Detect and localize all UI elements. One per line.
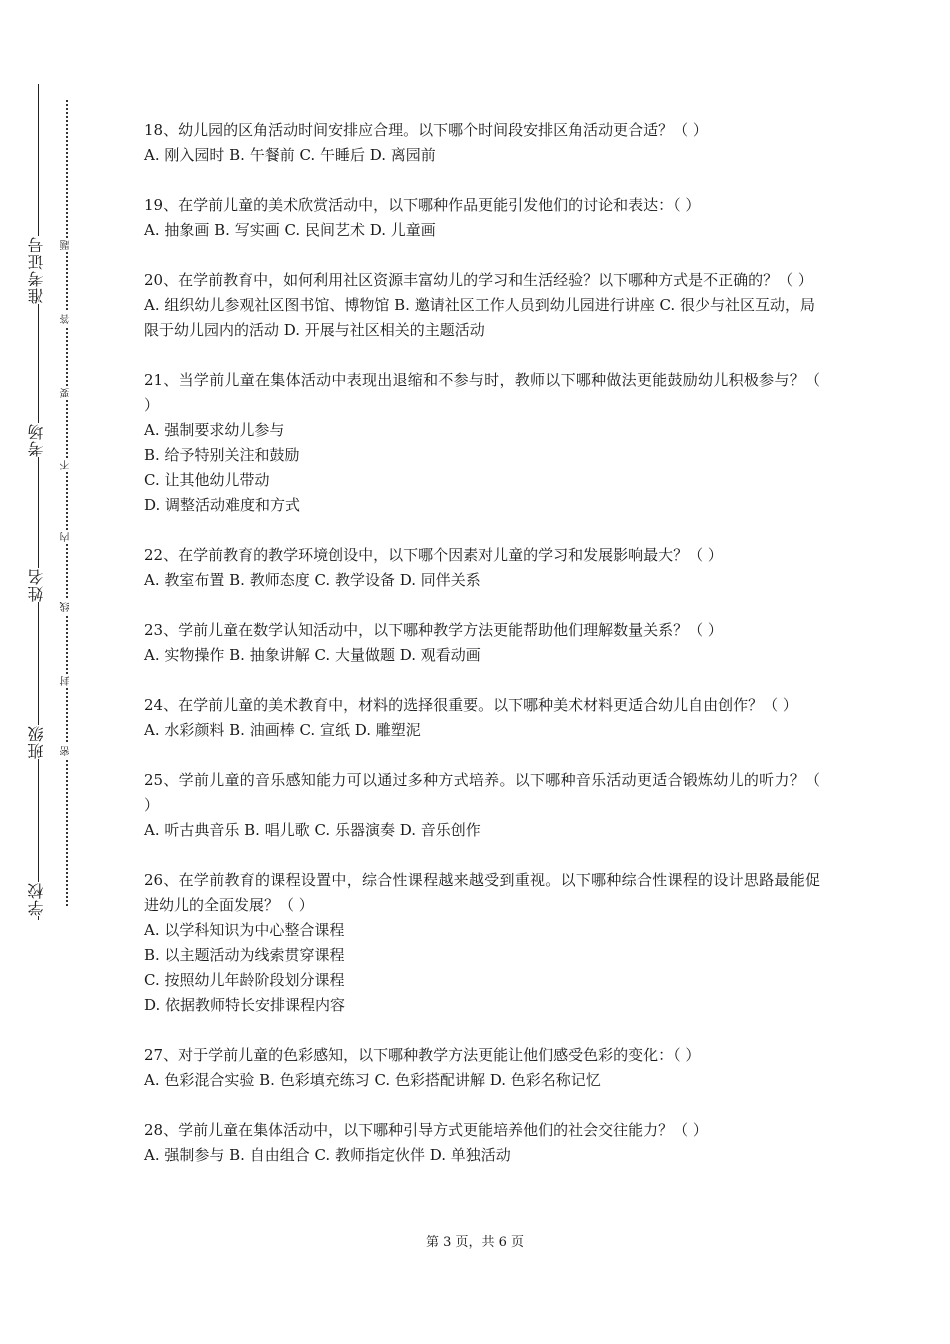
- question-text: 23、学前儿童在数学认知活动中，以下哪种教学方法更能帮助他们理解数量关系？（ ）: [144, 621, 723, 639]
- question-19: [144, 193, 820, 243]
- question-22: [144, 543, 820, 593]
- seal-char: 要: [58, 386, 76, 400]
- binding-solid-line: [38, 84, 39, 920]
- option-a: A. 以学科知识为中心整合课程: [144, 921, 345, 939]
- field-school: 学校: [22, 882, 52, 916]
- question-options: [144, 718, 820, 743]
- field-name: 姓名: [22, 568, 52, 602]
- field-class: 班级: [22, 725, 52, 759]
- question-options: [144, 218, 820, 243]
- question-text: 22、在学前教育的教学环境创设中，以下哪个因素对儿童的学习和发展影响最大？（ ）: [144, 546, 723, 564]
- question-options: [144, 568, 820, 593]
- option-line: A. 水彩颜料 B. 油画棒 C. 宣纸 D. 雕塑泥: [144, 721, 421, 739]
- option-line: A. 实物操作 B. 抽象讲解 C. 大量做题 D. 观看动画: [144, 646, 481, 664]
- seal-char: 线: [58, 600, 76, 614]
- question-text: 18、幼儿园的区角活动时间安排应合理。以下哪个时间段安排区角活动更合适？（ ）: [144, 121, 708, 139]
- option-d: D. 依据教师特长安排课程内容: [144, 996, 346, 1014]
- option-line: A. 教室布置 B. 教师态度 C. 教学设备 D. 同伴关系: [144, 571, 481, 589]
- question-28: [144, 1118, 820, 1168]
- option-b: B. 给予特别关注和鼓励: [144, 446, 300, 464]
- question-text: 19、在学前儿童的美术欣赏活动中，以下哪种作品更能引发他们的讨论和表达：（ ）: [144, 196, 701, 214]
- question-text: 28、学前儿童在集体活动中，以下哪种引导方式更能培养他们的社会交往能力？（ ）: [144, 1121, 708, 1139]
- option-b: B. 以主题活动为线索贯穿课程: [144, 946, 345, 964]
- question-text: 24、在学前儿童的美术教育中，材料的选择很重要。以下哪种美术材料更适合幼儿自由创作？（ ）: [144, 696, 798, 714]
- question-options: [144, 918, 820, 1018]
- question-options: [144, 293, 820, 343]
- question-21: [144, 368, 820, 518]
- option-c: C. 让其他幼儿带动: [144, 471, 270, 489]
- option-c: C. 按照幼儿年龄阶段划分课程: [144, 971, 345, 989]
- question-options: [144, 818, 820, 843]
- seal-char: 密: [58, 744, 76, 758]
- question-options: [144, 418, 820, 518]
- question-text: 25、学前儿童的音乐感知能力可以通过多种方式培养。以下哪种音乐活动更适合锻炼幼儿的听力？（ ）: [144, 771, 820, 814]
- question-18: [144, 118, 820, 168]
- question-27: [144, 1043, 820, 1093]
- option-line: A. 组织幼儿参观社区图书馆、博物馆 B. 邀请社区工作人员到幼儿园进行讲座 C. 很少与社区互动，局限于幼儿园内的活动 D. 开展与社区相关的主题活动: [144, 296, 815, 339]
- question-26: [144, 868, 820, 1018]
- seal-char: 答: [58, 312, 76, 326]
- question-text: 27、对于学前儿童的色彩感知，以下哪种教学方法更能让他们感受色彩的变化：（ ）: [144, 1046, 701, 1064]
- question-24: [144, 693, 820, 743]
- page-number: 第 3 页，共 6 页: [425, 1235, 525, 1250]
- option-line: A. 强制参与 B. 自由组合 C. 教师指定伙伴 D. 单独活动: [144, 1146, 511, 1164]
- question-options: [144, 143, 820, 168]
- question-list: [144, 118, 820, 1193]
- question-text: 26、在学前教育的课程设置中，综合性课程越来越受到重视。以下哪种综合性课程的设计思路最能促进幼儿的全面发展？（ ）: [144, 871, 820, 914]
- seal-char: 题: [58, 238, 76, 252]
- binding-margin: [0, 0, 120, 1344]
- field-exam-room: 考场: [22, 423, 52, 457]
- seal-char: 封: [58, 674, 76, 688]
- question-options: [144, 1143, 820, 1168]
- option-line: A. 刚入园时 B. 午餐前 C. 午睡后 D. 离园前: [144, 146, 436, 164]
- question-options: [144, 643, 820, 668]
- question-text: 20、在学前教育中，如何利用社区资源丰富幼儿的学习和生活经验？以下哪种方式是不正确的？（ ）: [144, 271, 813, 289]
- question-25: [144, 768, 820, 843]
- option-d: D. 调整活动难度和方式: [144, 496, 301, 514]
- option-a: A. 强制要求幼儿参与: [144, 421, 285, 439]
- seal-char: 不: [58, 458, 76, 472]
- seal-char: 内: [58, 530, 76, 544]
- option-line: A. 抽象画 B. 写实画 C. 民间艺术 D. 儿童画: [144, 221, 436, 239]
- seal-dotted-line: [66, 100, 68, 906]
- question-options: [144, 1068, 820, 1093]
- question-23: [144, 618, 820, 668]
- question-20: [144, 268, 820, 343]
- option-line: A. 听古典音乐 B. 唱儿歌 C. 乐器演奏 D. 音乐创作: [144, 821, 481, 839]
- field-admission-number: 准考证号: [22, 236, 52, 304]
- option-line: A. 色彩混合实验 B. 色彩填充练习 C. 色彩搭配讲解 D. 色彩名称记忆: [144, 1071, 601, 1089]
- question-text: 21、当学前儿童在集体活动中表现出退缩和不参与时，教师以下哪种做法更能鼓励幼儿积极参与？（ ）: [144, 371, 820, 414]
